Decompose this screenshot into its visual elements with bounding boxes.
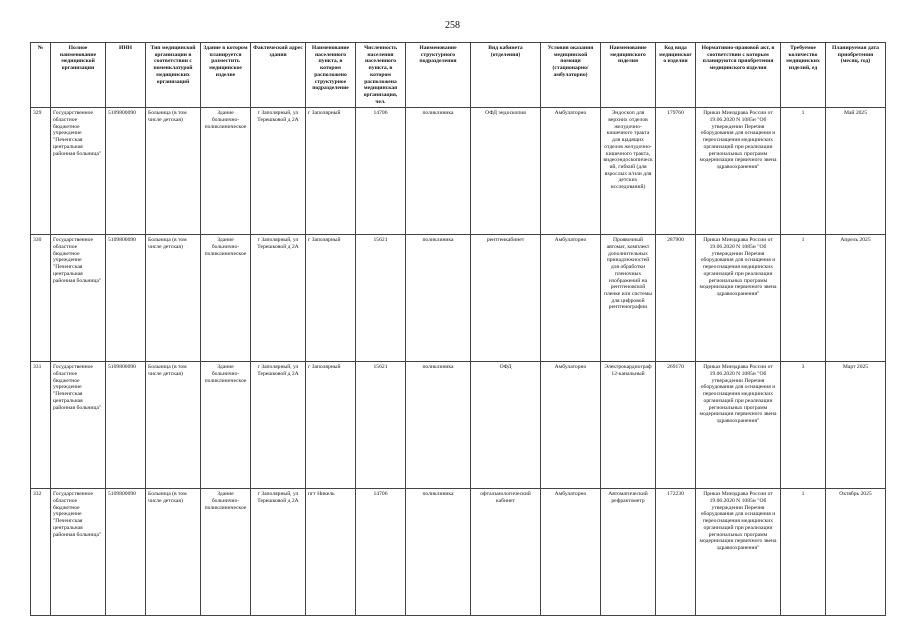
population: 15621 [356, 235, 406, 362]
population: 14706 [356, 489, 406, 616]
quantity: 3 [781, 362, 826, 489]
table-row [31, 489, 886, 616]
planned-date: Май 2025 [826, 108, 886, 235]
column-header: ИНН [106, 43, 146, 108]
conditions: Амбулаторно [541, 235, 601, 362]
legal-act: Приказ Минздрава России от 19.06.2020 N 1085н "Об утверждении Перечня оборудования для оснащения и переоснащения медицинских организаций при реализации региональных программ модернизации первичного звена здравоохранения" [696, 235, 781, 362]
locality: г Заполярный [306, 108, 356, 235]
building: Здание больнично-поликлиническое [201, 362, 251, 489]
locality: г Заполярный [306, 362, 356, 489]
locality: г Заполярный [306, 235, 356, 362]
quantity: 1 [781, 235, 826, 362]
org-name: Государственное областное бюджетное учреждение "Печенгская центральная районная больница" [51, 235, 106, 362]
device-code: 269170 [656, 362, 696, 489]
locality: пгт Никель [306, 489, 356, 616]
quantity: 1 [781, 108, 826, 235]
planned-date: Март 2025 [826, 362, 886, 489]
org-name: Государственное областное бюджетное учреждение "Печенгская центральная районная больница" [51, 489, 106, 616]
row-number: 331 [31, 362, 51, 489]
device-code: 179760 [656, 108, 696, 235]
column-header: Наименование медицинского изделия [601, 43, 656, 108]
table-row [31, 108, 886, 235]
table-row [31, 362, 886, 489]
conditions: Амбулаторно [541, 489, 601, 616]
conditions: Амбулаторно [541, 362, 601, 489]
org-type: Больница (в том числе детская) [146, 489, 201, 616]
device-code: 287900 [656, 235, 696, 362]
quantity: 1 [781, 489, 826, 616]
table-row [31, 235, 886, 362]
legal-act: Приказ Минздрава России от 19.06.2020 N 1085н "Об утверждении Перечня оборудования для оснащения и переоснащения медицинских организаций при реализации региональных программ модернизации первичного звена здравоохранения" [696, 362, 781, 489]
building: Здание больнично-поликлиническое [201, 108, 251, 235]
address: г Заполярный, ул Терешковой д 2А [251, 108, 306, 235]
row-number: 332 [31, 489, 51, 616]
column-header: Наименование населенного пункта, в котором расположено структурное подразделение [306, 43, 356, 108]
cabinet: ОФД эндоскопия [471, 108, 541, 235]
org-name: Государственное областное бюджетное учреждение "Печенгская центральная районная больница" [51, 108, 106, 235]
address: г Заполярный, ул Терешковой д 2А [251, 235, 306, 362]
population: 14706 [356, 108, 406, 235]
address: г Заполярный, ул Терешковой д 2А [251, 489, 306, 616]
inn: 5109800090 [106, 108, 146, 235]
planned-date: Апрель 2025 [826, 235, 886, 362]
inn: 5109800090 [106, 362, 146, 489]
division: поликлиника [406, 108, 471, 235]
column-header: Полное наименование медицинской организации [51, 43, 106, 108]
column-header: Планируемая дата приобретения (месяц, год) [826, 43, 886, 108]
building: Здание больнично-поликлиническое [201, 489, 251, 616]
column-header: Фактический адрес здания [251, 43, 306, 108]
legal-act: Приказ Минздрава России от 19.06.2020 N 1085н "Об утверждении Перечня оборудования для оснащения и переоснащения медицинских организаций при реализации региональных программ модернизации первичного звена здравоохранения" [696, 489, 781, 616]
column-header: Условия оказания медицинской помощи (стационарно/амбулаторно) [541, 43, 601, 108]
population: 15621 [356, 362, 406, 489]
table-header-row [31, 43, 886, 108]
page-number: 258 [445, 20, 460, 31]
division: поликлиника [406, 489, 471, 616]
column-header: Тип медицинской организации в соответствии с номенклатурой медицинских организаций [146, 43, 201, 108]
column-header: Численность населения населенного пункта, в котором расположена медицинская организация, чел. [356, 43, 406, 108]
device-name: Электрокардиограф 12-канальный [601, 362, 656, 489]
division: поликлиника [406, 362, 471, 489]
address: г Заполярный, ул Терешковой д 2А [251, 362, 306, 489]
row-number: 329 [31, 108, 51, 235]
column-header: Требуемое количество медицинских изделий, ед [781, 43, 826, 108]
conditions: Амбулаторно [541, 108, 601, 235]
column-header: Вид кабинета (отделения) [471, 43, 541, 108]
building: Здание больнично-поликлиническое [201, 235, 251, 362]
device-name: Автоматический рефрактометр [601, 489, 656, 616]
inn: 5109800090 [106, 489, 146, 616]
division: поликлиника [406, 235, 471, 362]
org-type: Больница (в том числе детская) [146, 235, 201, 362]
planned-date: Октябрь 2025 [826, 489, 886, 616]
org-name: Государственное областное бюджетное учреждение "Печенгская центральная районная больница" [51, 362, 106, 489]
row-number: 330 [31, 235, 51, 362]
column-header: Наименование структурного подразделения [406, 43, 471, 108]
device-name: Эндоскоп для верхних отделов желудочно-кишечного тракта для щадящих отделов желудочно-кишечного тракта, видеоэндоскопический, гибкий (для взрослых и/или для детских исследований) [601, 108, 656, 235]
cabinet: офтальмологический кабинет [471, 489, 541, 616]
cabinet: ОФД [471, 362, 541, 489]
device-name: Проявочный автомат, комплект дополнительных принадлежностей для обработки пленочных изображений на рентгеновской пленке или системы для цифровой рентгенографии [601, 235, 656, 362]
device-code: 172230 [656, 489, 696, 616]
inn: 5109800090 [106, 235, 146, 362]
column-header: Код вида медицинского изделия [656, 43, 696, 108]
column-header: Здание в котором планируется разместить медицинское изделие [201, 43, 251, 108]
equipment-table [30, 42, 886, 616]
org-type: Больница (в том числе детская) [146, 108, 201, 235]
legal-act: Приказ Минздрава России от 19.06.2020 N 1085н "Об утверждении Перечня оборудования для оснащения и переоснащения медицинских организаций при реализации региональных программ модернизации первичного звена здравоохранения" [696, 108, 781, 235]
column-header: Нормативно-правовой акт, в соответствии с которым планируются приобретения медицинского изделия [696, 43, 781, 108]
cabinet: рентгенкабинет [471, 235, 541, 362]
column-header: № [31, 43, 51, 108]
org-type: Больница (в том числе детская) [146, 362, 201, 489]
